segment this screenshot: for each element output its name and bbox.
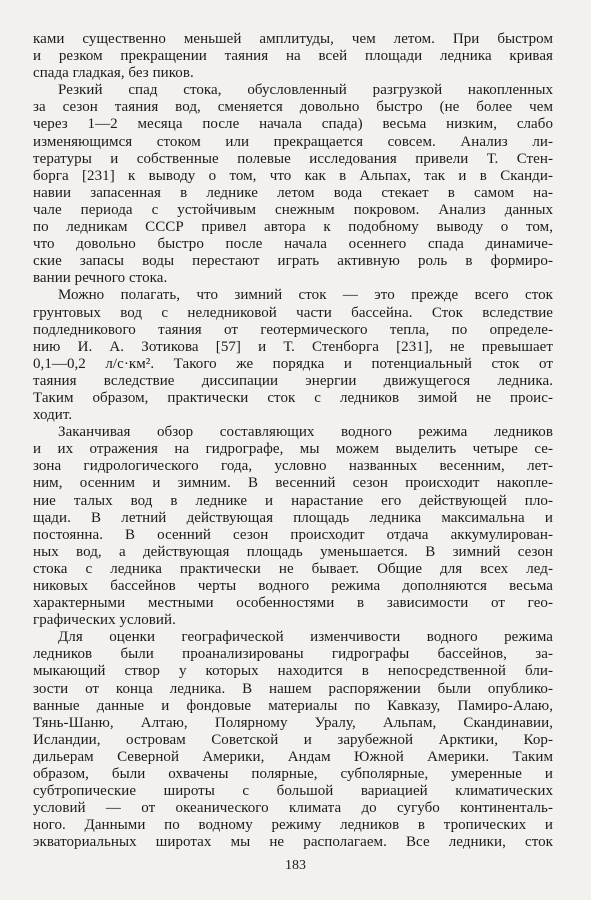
text-line: подледникового таяния от геотермического тепла, по определе- [33, 321, 553, 338]
text-line: через 1—2 месяца после начала спада) весьма низким, слабо [33, 116, 553, 133]
text-line: характерными местными особенностями в зависимости от гео- [33, 595, 553, 612]
text-line: таяния вследствие диссипации энергии движущегося ледника. [33, 372, 553, 389]
text-line: Резкий спад стока, обусловленный разгрузкой накопленных [58, 82, 553, 99]
text-line: ледников были проанализированы гидрографы бассейнов, за- [33, 646, 553, 663]
text-line: экваториальных широтах мы не располагаем. Все ледники, сток [33, 834, 553, 851]
text-line: спада гладкая, без пиков. [33, 65, 194, 82]
text-line: субтропические широты с большой вариацией климатических [33, 783, 553, 800]
text-line: ские запасы воды перестают играть активную роль в формиро- [33, 253, 553, 270]
text-line: за сезон таяния вод, сменяется довольно быстро (не более чем [33, 99, 553, 116]
text-line: по ледникам СССР привел автора к подобному выводу о том, [33, 219, 553, 236]
text-line: Для оценки географической изменчивости водного режима [58, 629, 553, 646]
text-line: ных вод, а действующая площадь уменьшается. В зимний сезон [33, 543, 553, 560]
text-line: Можно полагать, что зимний сток — это прежде всего сток [58, 287, 553, 304]
text-line: Таким образом, практически сток с ледников зимой не проис- [33, 389, 553, 406]
text-line: графических условий. [33, 612, 176, 629]
text-line: щади. В летний действующая площадь ледника максимальна и [33, 509, 553, 526]
text-line: дильерам Северной Америки, Андам Южной Америки. Таким [33, 748, 553, 765]
text-line: Тянь-Шаню, Алтаю, Полярному Уралу, Альпам, Скандинавии, [33, 714, 553, 731]
paragraph [33, 629, 553, 851]
text-line: ние талых вод в леднике и нарастание его действующей пло- [33, 492, 553, 509]
text-line: зости от конца ледника. В нашем распоряжении были опублико- [33, 680, 553, 697]
text-line: грунтовых вод с неледниковой части бассейна. Сток вследствие [33, 304, 553, 321]
text-line: чале периода с устойчивым снежным покровом. Анализ данных [33, 201, 553, 218]
text-line: Заканчивая обзор составляющих водного режима ледников [58, 424, 553, 441]
text-line: навии запасенная в леднике летом вода стекает в самом на- [33, 184, 553, 201]
text-line: мыкающий створ у которых находится в непосредственной бли- [33, 663, 553, 680]
text-line: 0,1—0,2 л/с·км². Такого же порядка и потенциальный сток от [33, 355, 553, 372]
text-line: Исландии, островам Советской и зарубежной Арктики, Кор- [33, 731, 553, 748]
text-line: ного. Данными по водному режиму ледников в тропических и [33, 817, 553, 834]
body-text [33, 31, 553, 852]
text-line: тературы и собственные полевые исследования привели Т. Стен- [33, 150, 553, 167]
text-line: и их отражения на гидрографе, мы можем выделить четыре се- [33, 441, 553, 458]
text-line: ходит. [33, 407, 73, 424]
text-line: ванные данные и фондовые материалы по Кавказу, Памиро-Алаю, [33, 697, 553, 714]
text-line: условий — от океанического климата до сугубо континенталь- [33, 800, 553, 817]
text-line: что довольно быстро после начала осеннего спада динамиче- [33, 236, 553, 253]
text-line: борга [231] к выводу о том, что как в Альпах, так и в Сканди- [33, 167, 553, 184]
text-line: стока с ледника практически не бывает. Общие для всех лед- [33, 560, 553, 577]
text-line: и резком прекращении таяния на всей площади ледника кривая [33, 48, 553, 65]
paragraph [33, 31, 553, 82]
paragraph [33, 424, 553, 629]
text-line: ками существенно меньшей амплитуды, чем летом. При быстром [33, 31, 553, 47]
page-number: 183 [285, 858, 306, 873]
paragraph [33, 287, 553, 424]
text-line: образом, были охвачены полярные, субполярные, умеренные и [33, 766, 553, 783]
text-line: зона гидрологического года, условно названных весенним, лет- [33, 458, 553, 475]
text-line: никовых бассейнов черты водного режима дополняются весьма [33, 578, 553, 594]
text-line: вании речного стока. [33, 270, 168, 287]
text-line: ним, осенним и зимним. В весенний сезон происходит накопле- [33, 475, 553, 492]
text-line: изменяющимся стоком или прекращается совсем. Анализ ли- [33, 133, 553, 150]
text-line: нию И. А. Зотикова [57] и Т. Стенборга [231], не превышает [33, 338, 553, 355]
paragraph [33, 82, 553, 287]
text-line: постоянна. В осенний сезон происходит отдача аккумулирован- [33, 526, 553, 543]
